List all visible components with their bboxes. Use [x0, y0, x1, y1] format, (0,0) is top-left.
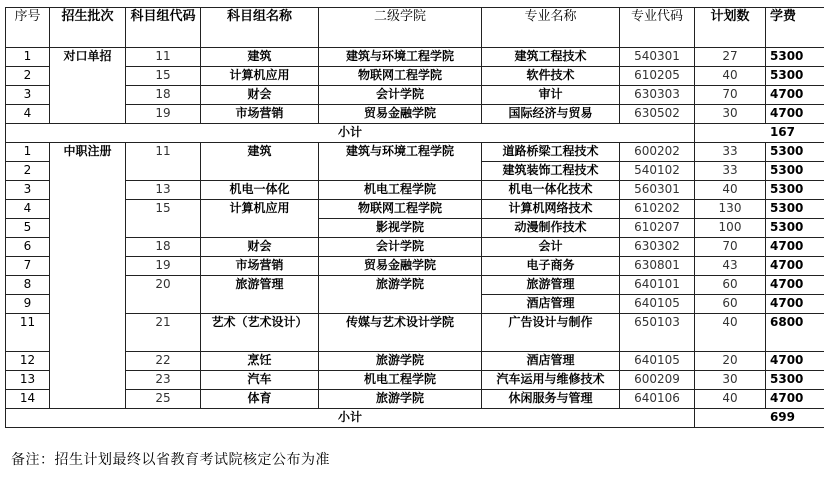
row-index: 12 [6, 352, 50, 371]
major-name: 汽车运用与维修技术 [482, 371, 620, 390]
major-name: 计算机网络技术 [482, 200, 620, 219]
major-name: 广告设计与制作 [482, 314, 620, 352]
group-code: 15 [126, 200, 201, 238]
tuition-fee: 5300 [766, 48, 824, 67]
major-name: 审计 [482, 86, 620, 105]
row-index: 1 [6, 143, 50, 162]
tuition-fee: 4700 [766, 352, 824, 371]
plan-count: 27 [695, 48, 766, 67]
row-index: 9 [6, 295, 50, 314]
major-name: 软件技术 [482, 67, 620, 86]
college-name: 旅游学院 [319, 352, 482, 371]
group-name: 财会 [201, 86, 319, 105]
group-code: 22 [126, 352, 201, 371]
major-code: 640101 [620, 276, 695, 295]
group-code: 25 [126, 390, 201, 409]
plan-count: 40 [695, 181, 766, 200]
batch-cell: 对口单招 [50, 48, 126, 124]
header-group-name: 科目组名称 [201, 8, 319, 48]
group-code: 11 [126, 48, 201, 67]
college-name: 会计学院 [319, 86, 482, 105]
major-code: 640106 [620, 390, 695, 409]
major-name: 国际经济与贸易 [482, 105, 620, 124]
table-row [6, 105, 824, 124]
table-row [6, 86, 824, 105]
row-index: 6 [6, 238, 50, 257]
major-name: 机电一体化技术 [482, 181, 620, 200]
major-code: 640105 [620, 352, 695, 371]
major-code: 630303 [620, 86, 695, 105]
table-row [6, 352, 824, 371]
row-index: 7 [6, 257, 50, 276]
group-name: 旅游管理 [201, 276, 319, 314]
group-name: 建筑 [201, 143, 319, 181]
group-code: 20 [126, 276, 201, 314]
tuition-fee: 5300 [766, 162, 824, 181]
batch-cell: 中职注册 [50, 143, 126, 409]
table-row [6, 67, 824, 86]
group-code: 23 [126, 371, 201, 390]
table-row [6, 390, 824, 409]
major-code: 630302 [620, 238, 695, 257]
row-index: 13 [6, 371, 50, 390]
plan-count: 70 [695, 238, 766, 257]
tuition-fee: 4700 [766, 257, 824, 276]
college-name: 贸易金融学院 [319, 105, 482, 124]
major-name: 电子商务 [482, 257, 620, 276]
group-code: 18 [126, 238, 201, 257]
college-name: 会计学院 [319, 238, 482, 257]
major-code: 610202 [620, 200, 695, 219]
college-name: 物联网工程学院 [319, 67, 482, 86]
group-name: 机电一体化 [201, 181, 319, 200]
plan-count: 60 [695, 276, 766, 295]
college-name: 影视学院 [319, 219, 482, 238]
subtotal-value: 699 [695, 409, 824, 428]
major-code: 600209 [620, 371, 695, 390]
group-code: 21 [126, 314, 201, 352]
major-name: 动漫制作技术 [482, 219, 620, 238]
group-name: 计算机应用 [201, 200, 319, 238]
college-name: 建筑与环境工程学院 [319, 48, 482, 67]
college-name: 贸易金融学院 [319, 257, 482, 276]
subtotal-label: 小计 [6, 124, 695, 143]
table-row [6, 48, 824, 67]
group-code: 18 [126, 86, 201, 105]
row-index: 14 [6, 390, 50, 409]
subtotal-value: 167 [695, 124, 824, 143]
header-batch: 招生批次 [50, 8, 126, 48]
major-name: 道路桥梁工程技术 [482, 143, 620, 162]
major-name: 酒店管理 [482, 295, 620, 314]
group-name: 市场营销 [201, 257, 319, 276]
plan-count: 40 [695, 67, 766, 86]
row-index: 3 [6, 181, 50, 200]
group-code: 19 [126, 105, 201, 124]
header-group-code: 科目组代码 [126, 8, 201, 48]
college-name: 旅游学院 [319, 276, 482, 314]
major-code: 630801 [620, 257, 695, 276]
college-name: 机电工程学院 [319, 371, 482, 390]
group-name: 体育 [201, 390, 319, 409]
row-index: 8 [6, 276, 50, 295]
header-college: 二级学院 [319, 8, 482, 48]
tuition-fee: 5300 [766, 200, 824, 219]
row-index: 5 [6, 219, 50, 238]
table-row [6, 200, 824, 219]
tuition-fee: 4700 [766, 86, 824, 105]
college-name: 物联网工程学院 [319, 200, 482, 219]
tuition-fee: 4700 [766, 276, 824, 295]
table-row [6, 238, 824, 257]
group-name: 艺术（艺术设计） [201, 314, 319, 352]
table-row [6, 276, 824, 295]
footnote: 备注：招生计划最终以省教育考试院核定公布为准 [11, 452, 330, 468]
tuition-fee: 4700 [766, 238, 824, 257]
major-name: 会计 [482, 238, 620, 257]
college-name: 旅游学院 [319, 390, 482, 409]
major-name: 酒店管理 [482, 352, 620, 371]
row-index: 4 [6, 200, 50, 219]
plan-count: 43 [695, 257, 766, 276]
college-name: 建筑与环境工程学院 [319, 143, 482, 181]
plan-count: 100 [695, 219, 766, 238]
table-row [6, 314, 824, 352]
major-code: 640105 [620, 295, 695, 314]
major-name: 旅游管理 [482, 276, 620, 295]
tuition-fee: 4700 [766, 105, 824, 124]
major-code: 600202 [620, 143, 695, 162]
group-name: 市场营销 [201, 105, 319, 124]
header-fee: 学费 [766, 8, 824, 48]
subtotal-label: 小计 [6, 409, 695, 428]
group-name: 财会 [201, 238, 319, 257]
enrollment-plan-table [5, 7, 824, 428]
major-code: 630502 [620, 105, 695, 124]
plan-count: 40 [695, 314, 766, 352]
major-code: 610207 [620, 219, 695, 238]
header-index: 序号 [6, 8, 50, 48]
table-row [6, 371, 824, 390]
group-name: 计算机应用 [201, 67, 319, 86]
tuition-fee: 4700 [766, 295, 824, 314]
header-major: 专业名称 [482, 8, 620, 48]
row-index: 2 [6, 67, 50, 86]
table-row [6, 181, 824, 200]
tuition-fee: 4700 [766, 390, 824, 409]
enrollment-table-container [5, 7, 824, 428]
tuition-fee: 5300 [766, 371, 824, 390]
major-code: 560301 [620, 181, 695, 200]
group-code: 11 [126, 143, 201, 181]
subtotal-row [6, 124, 824, 143]
tuition-fee: 5300 [766, 181, 824, 200]
header-major-code: 专业代码 [620, 8, 695, 48]
row-index: 1 [6, 48, 50, 67]
plan-count: 33 [695, 162, 766, 181]
tuition-fee: 5300 [766, 67, 824, 86]
group-name: 汽车 [201, 371, 319, 390]
group-code: 13 [126, 181, 201, 200]
college-name: 传媒与艺术设计学院 [319, 314, 482, 352]
tuition-fee: 5300 [766, 143, 824, 162]
group-code: 19 [126, 257, 201, 276]
row-index: 11 [6, 314, 50, 352]
major-code: 650103 [620, 314, 695, 352]
major-name: 建筑装饰工程技术 [482, 162, 620, 181]
major-code: 540301 [620, 48, 695, 67]
header-row [6, 8, 824, 48]
row-index: 3 [6, 86, 50, 105]
plan-count: 70 [695, 86, 766, 105]
plan-count: 40 [695, 390, 766, 409]
plan-count: 30 [695, 371, 766, 390]
tuition-fee: 5300 [766, 219, 824, 238]
plan-count: 130 [695, 200, 766, 219]
major-code: 610205 [620, 67, 695, 86]
plan-count: 33 [695, 143, 766, 162]
major-name: 休闲服务与管理 [482, 390, 620, 409]
plan-count: 30 [695, 105, 766, 124]
table-row [6, 143, 824, 162]
row-index: 2 [6, 162, 50, 181]
subtotal-row [6, 409, 824, 428]
group-code: 15 [126, 67, 201, 86]
college-name: 机电工程学院 [319, 181, 482, 200]
header-plan: 计划数 [695, 8, 766, 48]
major-name: 建筑工程技术 [482, 48, 620, 67]
plan-count: 60 [695, 295, 766, 314]
major-code: 540102 [620, 162, 695, 181]
group-name: 建筑 [201, 48, 319, 67]
row-index: 4 [6, 105, 50, 124]
tuition-fee: 6800 [766, 314, 824, 352]
table-row [6, 257, 824, 276]
plan-count: 20 [695, 352, 766, 371]
group-name: 烹饪 [201, 352, 319, 371]
